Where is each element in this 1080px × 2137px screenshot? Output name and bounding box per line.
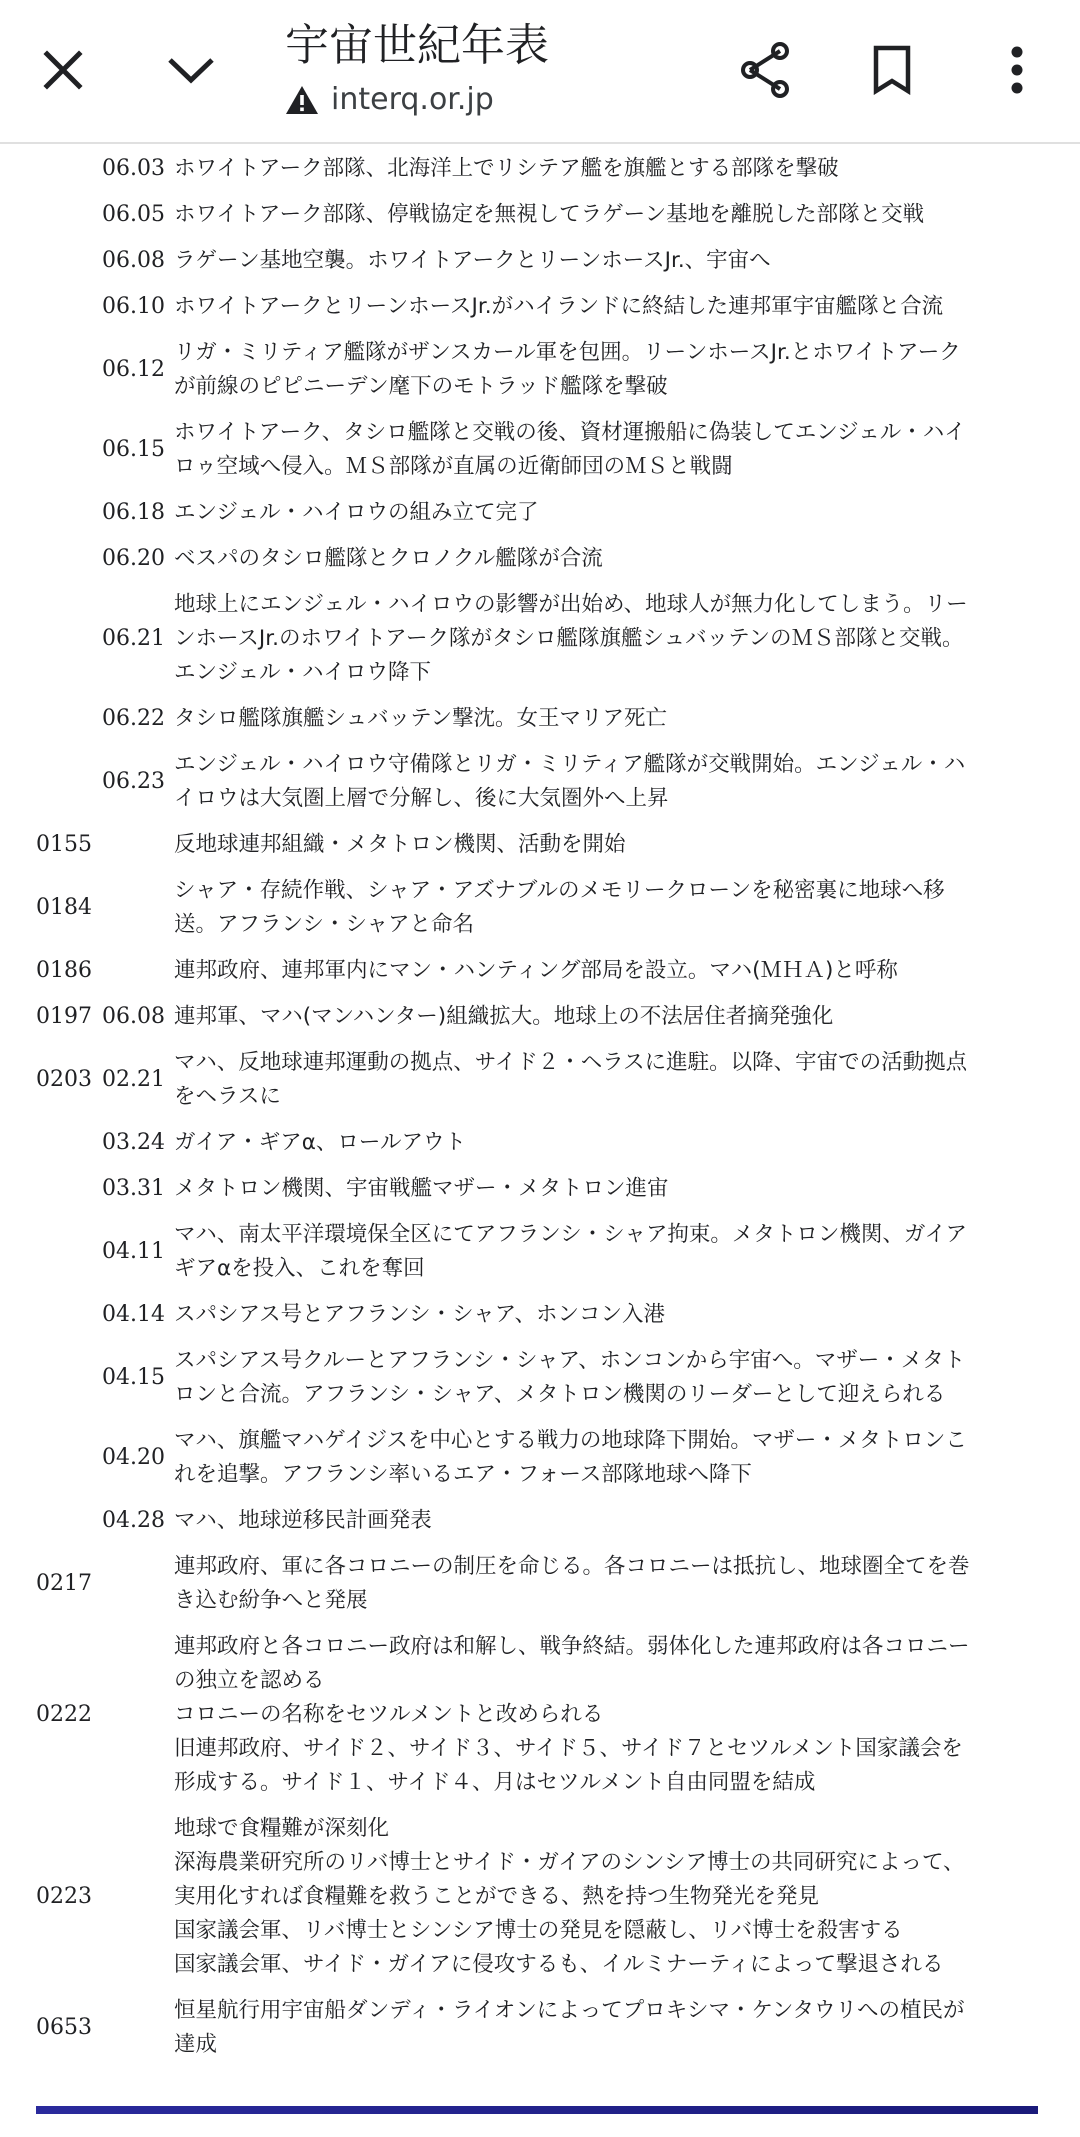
row-year: 0223 bbox=[36, 1884, 92, 1909]
event-line: スパシアス号クルーとアフランシ・シャア、ホンコンから宇宙へ。マザー・メタト bbox=[174, 1348, 966, 1373]
row-event bbox=[174, 588, 1014, 690]
event-line: れを追撃。アフランシ率いるエア・フォース部隊地球へ降下 bbox=[174, 1462, 752, 1487]
close-icon bbox=[41, 48, 85, 92]
chevron-down-icon bbox=[166, 55, 216, 85]
timeline-row bbox=[0, 536, 1080, 582]
event-line: リガ・ミリティア艦隊がザンスカール軍を包囲。リーンホースJr.とホワイトアーク bbox=[174, 340, 961, 365]
event-line: メタトロン機関、宇宙戦艦マザー・メタトロン進宙 bbox=[174, 1176, 669, 1201]
row-event bbox=[174, 1994, 1014, 2062]
event-line: イロウは大気圏上層で分解し、後に大気圏外へ上昇 bbox=[174, 786, 669, 811]
collapse-button[interactable] bbox=[156, 28, 226, 112]
row-date: 06.08 bbox=[102, 248, 165, 273]
row-year: 0653 bbox=[36, 2015, 92, 2040]
row-event bbox=[174, 416, 1014, 484]
row-event bbox=[174, 1172, 1014, 1206]
row-event bbox=[174, 1126, 1014, 1160]
timeline-row bbox=[0, 948, 1080, 994]
row-date: 04.14 bbox=[102, 1302, 165, 1327]
timeline-row bbox=[0, 1292, 1080, 1338]
timeline-row bbox=[0, 822, 1080, 868]
row-date: 04.20 bbox=[102, 1445, 165, 1470]
row-event bbox=[174, 244, 1014, 278]
row-event bbox=[174, 1000, 1014, 1034]
timeline-row bbox=[0, 330, 1080, 410]
timeline-row bbox=[0, 1120, 1080, 1166]
row-event bbox=[174, 290, 1014, 324]
event-line: マハ、旗艦マハゲイジスを中心とする戦力の地球降下開始。マザー・メタトロンこ bbox=[174, 1428, 967, 1453]
bookmark-icon bbox=[872, 45, 912, 95]
row-year: 0222 bbox=[36, 1702, 92, 1727]
row-event bbox=[174, 828, 1014, 862]
row-date: 04.11 bbox=[102, 1239, 165, 1264]
event-line: 国家議会軍、サイド・ガイアに侵攻するも、イルミナーティによって撃退される bbox=[174, 1952, 944, 1977]
event-line: スパシアス号とアフランシ・シャア、ホンコン入港 bbox=[174, 1302, 665, 1327]
row-event bbox=[174, 1812, 1014, 1982]
event-line: の独立を認める bbox=[174, 1668, 325, 1693]
share-icon bbox=[738, 41, 792, 99]
row-date: 06.18 bbox=[102, 500, 165, 525]
custom-tab-toolbar bbox=[0, 0, 1080, 144]
timeline-row bbox=[0, 1338, 1080, 1418]
row-date: 06.05 bbox=[102, 202, 165, 227]
event-line: 連邦政府、軍に各コロニーの制圧を命じる。各コロニーは抵抗し、地球圏全てを巻 bbox=[174, 1554, 970, 1579]
event-line: 地球で食糧難が深刻化 bbox=[174, 1816, 390, 1841]
row-event bbox=[174, 152, 1014, 186]
timeline-row bbox=[0, 1212, 1080, 1292]
row-event bbox=[174, 336, 1014, 404]
timeline-row bbox=[0, 1040, 1080, 1120]
event-line: が前線のピピニーデン麾下のモトラッド艦隊を撃破 bbox=[174, 374, 668, 399]
event-line: ホワイトアーク、タシロ艦隊と交戦の後、資材運搬船に偽装してエンジェル・ハイ bbox=[174, 420, 966, 445]
event-line: 反地球連邦組織・メタトロン機関、活動を開始 bbox=[174, 832, 626, 857]
row-year: 0197 bbox=[36, 1004, 92, 1029]
event-line: 連邦政府と各コロニー政府は和解し、戦争終結。弱体化した連邦政府は各コロニー bbox=[174, 1634, 970, 1659]
event-line: マハ、反地球連邦運動の拠点、サイド２・ヘラスに進駐。以降、宇宙での活動拠点 bbox=[174, 1050, 968, 1075]
event-line: ホワイトアークとリーンホースJr.がハイランドに終結した連邦軍宇宙艦隊と合流 bbox=[174, 294, 944, 319]
row-event bbox=[174, 1218, 1014, 1286]
event-line: き込む紛争へと発展 bbox=[174, 1588, 368, 1613]
row-event bbox=[174, 1344, 1014, 1412]
bottom-rule bbox=[36, 2106, 1038, 2114]
event-line: 形成する。サイド１、サイド４、月はセツルメント自由同盟を結成 bbox=[174, 1770, 816, 1795]
row-event bbox=[174, 748, 1014, 816]
row-date: 02.21 bbox=[102, 1067, 165, 1092]
row-event bbox=[174, 1550, 1014, 1618]
row-date: 06.20 bbox=[102, 546, 165, 571]
warning-icon bbox=[285, 85, 319, 115]
timeline-row bbox=[0, 1806, 1080, 1988]
row-date: 06.15 bbox=[102, 437, 165, 462]
row-date: 03.31 bbox=[102, 1176, 165, 1201]
event-line: 深海農業研究所のリバ博士とサイド・ガイアのシンシア博士の共同研究によって、 bbox=[174, 1850, 965, 1875]
row-event bbox=[174, 198, 1014, 232]
event-line: ギアαを投入、これを奪回 bbox=[174, 1256, 425, 1281]
event-line: ロゥ空域へ侵入。ＭＳ部隊が直属の近衛師団のＭＳと戦闘 bbox=[174, 454, 733, 479]
event-line: シャア・存続作戦、シャア・アズナブルのメモリークローンを秘密裏に地球へ移 bbox=[174, 878, 945, 903]
share-button[interactable] bbox=[730, 28, 800, 112]
event-line: マハ、南太平洋環境保全区にてアフランシ・シャア拘束。メタトロン機関、ガイア bbox=[174, 1222, 968, 1247]
more-vert-icon bbox=[1010, 46, 1024, 94]
timeline-row bbox=[0, 284, 1080, 330]
timeline-row bbox=[0, 742, 1080, 822]
event-line: ロンと合流。アフランシ・シャア、メタトロン機関のリーダーとして迎えられる bbox=[174, 1382, 946, 1407]
row-year: 0203 bbox=[36, 1067, 92, 1092]
url-row[interactable] bbox=[285, 80, 705, 120]
event-line: をヘラスに bbox=[174, 1084, 281, 1109]
event-line: タシロ艦隊旗艦シュバッテン撃沈。女王マリア死亡 bbox=[174, 706, 667, 731]
row-event bbox=[174, 954, 1014, 988]
row-year: 0186 bbox=[36, 958, 92, 983]
row-event bbox=[174, 542, 1014, 576]
timeline-row bbox=[0, 1166, 1080, 1212]
row-date: 06.10 bbox=[102, 294, 165, 319]
row-date: 03.24 bbox=[102, 1130, 165, 1155]
event-line: 地球上にエンジェル・ハイロウの影響が出始め、地球人が無力化してしまう。リー bbox=[174, 592, 968, 617]
row-event bbox=[174, 702, 1014, 736]
timeline-row bbox=[0, 1988, 1080, 2068]
event-line: マハ、地球逆移民計画発表 bbox=[174, 1508, 432, 1533]
row-event bbox=[174, 1046, 1014, 1114]
row-date: 06.03 bbox=[102, 156, 165, 181]
row-date: 06.23 bbox=[102, 769, 165, 794]
timeline-row bbox=[0, 192, 1080, 238]
event-line: 国家議会軍、リバ博士とシンシア博士の発見を隠蔽し、リバ博士を殺害する bbox=[174, 1918, 903, 1943]
event-line: 連邦軍、マハ(マンハンター)組織拡大。地球上の不法居住者摘発強化 bbox=[174, 1004, 834, 1029]
title-block bbox=[285, 18, 705, 120]
timeline-row bbox=[0, 994, 1080, 1040]
row-event bbox=[174, 1504, 1014, 1538]
timeline-row bbox=[0, 1418, 1080, 1498]
row-year: 0217 bbox=[36, 1571, 92, 1596]
event-line: ラゲーン基地空襲。ホワイトアークとリーンホースJr.、宇宙へ bbox=[174, 248, 771, 273]
event-line: ベスパのタシロ艦隊とクロノクル艦隊が合流 bbox=[174, 546, 603, 571]
timeline-row bbox=[0, 1624, 1080, 1806]
event-line: コロニーの名称をセツルメントと改められる bbox=[174, 1702, 604, 1727]
timeline-row bbox=[0, 1498, 1080, 1544]
page-title: 宇宙世紀年表 bbox=[285, 20, 549, 71]
bookmark-button[interactable] bbox=[857, 28, 927, 112]
row-year: 0155 bbox=[36, 832, 92, 857]
event-line: 送。アフランシ・シャアと命名 bbox=[174, 912, 475, 937]
timeline-row bbox=[0, 490, 1080, 536]
timeline-row bbox=[0, 868, 1080, 948]
event-line: ホワイトアーク部隊、北海洋上でリシテア艦を旗艦とする部隊を撃破 bbox=[174, 156, 839, 181]
row-event bbox=[174, 1424, 1014, 1492]
more-options-button[interactable] bbox=[982, 28, 1052, 112]
row-event bbox=[174, 496, 1014, 530]
row-event bbox=[174, 1630, 1014, 1800]
event-line: ガイア・ギアα、ロールアウト bbox=[174, 1130, 466, 1155]
row-date: 06.12 bbox=[102, 357, 165, 382]
event-line: エンジェル・ハイロウの組み立て完了 bbox=[174, 500, 539, 525]
timeline-row bbox=[0, 696, 1080, 742]
event-line: エンジェル・ハイロウ降下 bbox=[174, 660, 432, 685]
event-line: ホワイトアーク部隊、停戦協定を無視してラゲーン基地を離脱した部隊と交戦 bbox=[174, 202, 925, 227]
event-line: 実用化すれば食糧難を救うことができる、熱を持つ生物発光を発見 bbox=[174, 1884, 820, 1909]
timeline-row bbox=[0, 238, 1080, 284]
close-button[interactable] bbox=[28, 28, 98, 112]
timeline-row bbox=[0, 582, 1080, 696]
event-line: エンジェル・ハイロウ守備隊とリガ・ミリティア艦隊が交戦開始。エンジェル・ハ bbox=[174, 752, 966, 777]
row-event bbox=[174, 1298, 1014, 1332]
event-line: 恒星航行用宇宙船ダンディ・ライオンによってプロキシマ・ケンタウリへの植民が bbox=[174, 1998, 965, 2023]
row-year: 0184 bbox=[36, 895, 92, 920]
event-line: ンホースJr.のホワイトアーク隊がタシロ艦隊旗艦シュバッテンのＭＳ部隊と交戦。 bbox=[174, 626, 964, 651]
timeline-table bbox=[0, 146, 1080, 2068]
timeline-row bbox=[0, 146, 1080, 192]
row-date: 04.15 bbox=[102, 1365, 165, 1390]
row-date: 06.08 bbox=[102, 1004, 165, 1029]
timeline-row bbox=[0, 1544, 1080, 1624]
url-text: interq.or.jp bbox=[331, 82, 494, 117]
row-event bbox=[174, 874, 1014, 942]
row-date: 06.22 bbox=[102, 706, 165, 731]
event-line: 達成 bbox=[174, 2032, 218, 2057]
row-date: 06.21 bbox=[102, 626, 165, 651]
event-line: 旧連邦政府、サイド２、サイド３、サイド５、サイド７とセツルメント国家議会を bbox=[174, 1736, 963, 1761]
row-date: 04.28 bbox=[102, 1508, 165, 1533]
event-line: 連邦政府、連邦軍内にマン・ハンティング部局を設立。マハ(ＭＨＡ)と呼称 bbox=[174, 958, 898, 983]
timeline-row bbox=[0, 410, 1080, 490]
